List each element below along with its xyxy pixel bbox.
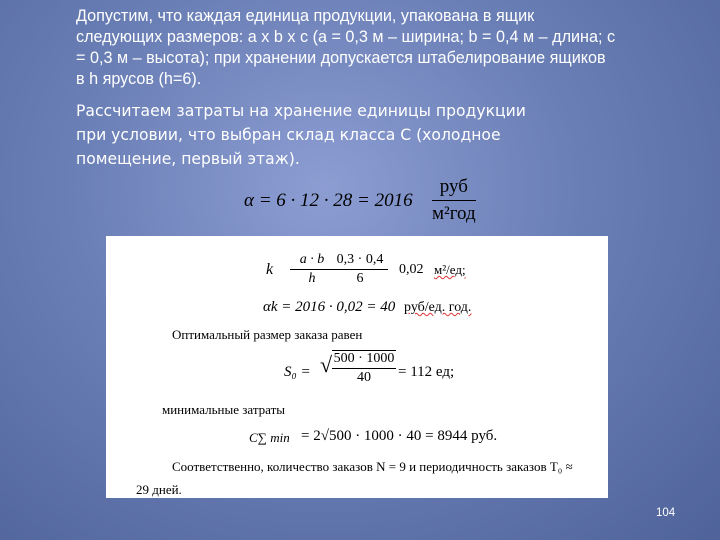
c-min-label: C∑ min: [249, 430, 290, 445]
fraction-bar: [332, 269, 388, 270]
calc-line-3: помещение, первый этаж).: [76, 150, 300, 168]
k-frac1-numerator: a · b: [299, 252, 325, 267]
k-fraction-1: [290, 252, 334, 287]
final-line-2: 29 дней.: [136, 482, 182, 497]
k-result: 0,02: [399, 262, 424, 277]
ck-expression: αk = 2016 · 0,02 = 40: [263, 299, 396, 315]
k-label: k: [266, 261, 274, 278]
k-frac2-numerator: 0,3 · 0,4: [336, 252, 384, 267]
s0-numerator: 500 · 1000: [333, 351, 395, 366]
k-fraction-2: [332, 252, 388, 287]
k-frac2-denominator: 6: [356, 271, 364, 286]
alpha-formula: [244, 176, 504, 232]
intro-line-4: в h ярусов (h=6).: [76, 70, 202, 88]
alpha-unit-denominator: м²год: [432, 203, 476, 224]
formula-image: [106, 236, 608, 498]
intro-line-2: следующих размеров: a x b x c (a = 0,3 м – ширина; b = 0,4 м – длина; c: [76, 28, 616, 46]
ck-unit: руб/ед. год.: [404, 300, 472, 315]
s0-denominator: 40: [357, 370, 371, 385]
fraction-bar: [290, 269, 334, 270]
calc-paragraph: [76, 99, 616, 171]
alpha-expression: α = 6 · 12 · 28 = 2016: [244, 190, 413, 211]
intro-line-1: Допустим, что каждая единица продукции, упакована в ящик: [76, 7, 535, 25]
page-number: 104: [656, 507, 676, 519]
s0-label: S₀ =: [284, 364, 311, 380]
final-line-1: Соответственно, количество заказов N = 9 и периодичность заказов T₀ ≈: [172, 459, 573, 474]
k-unit: м²/ед;: [434, 262, 466, 277]
c-min-expression: = 2√500 · 1000 · 40 = 8944 руб.: [301, 428, 498, 444]
calc-line-1: Рассчитаем затраты на хранение единицы продукции: [76, 102, 526, 120]
intro-line-3: = 0,3 м – высота); при хранении допускается штабелирование ящиков: [76, 49, 606, 67]
intro-paragraph: [76, 6, 696, 90]
s0-result: = 112 ед;: [398, 364, 455, 380]
optimal-order-text: Оптимальный размер заказа равен: [172, 327, 363, 342]
s0-fraction: [332, 350, 396, 386]
calc-line-2: при условии, что выбран склад класса С (холодное: [76, 126, 501, 144]
k-frac1-denominator: h: [308, 271, 316, 286]
sqrt-icon: √: [320, 352, 333, 377]
alpha-unit-numerator: руб: [439, 176, 468, 197]
alpha-unit-fraction: [432, 176, 476, 225]
min-costs-text: минимальные затраты: [162, 402, 286, 417]
fraction-bar: [432, 200, 476, 201]
fraction-bar: [332, 368, 396, 369]
